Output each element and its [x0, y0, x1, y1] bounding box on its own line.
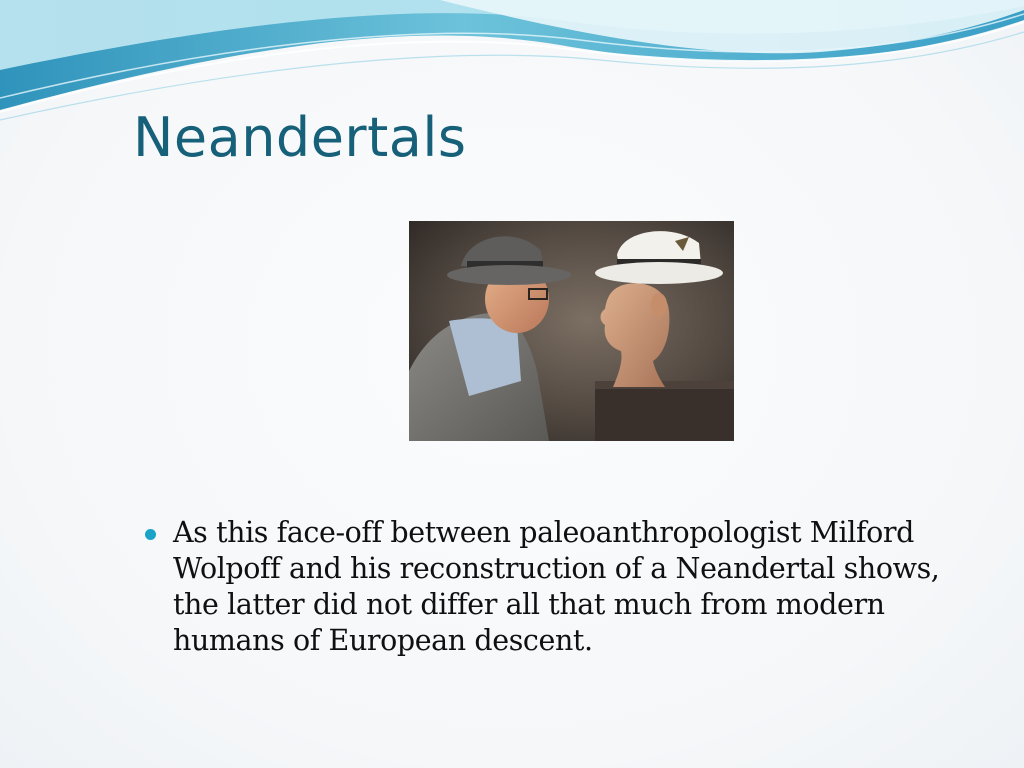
- photo-wolpoff-neandertal: [409, 221, 734, 441]
- bullet-icon: [145, 529, 156, 540]
- bullet-text: As this face-off between paleoanthropologist Milford Wolpoff and his reconstruction of a Neandertal shows, the latter did not differ all that much from modern humans of European descent.: [173, 516, 940, 657]
- bullet-list: [145, 515, 985, 659]
- list-item: [145, 515, 985, 659]
- slide-title: Neandertals: [133, 106, 467, 169]
